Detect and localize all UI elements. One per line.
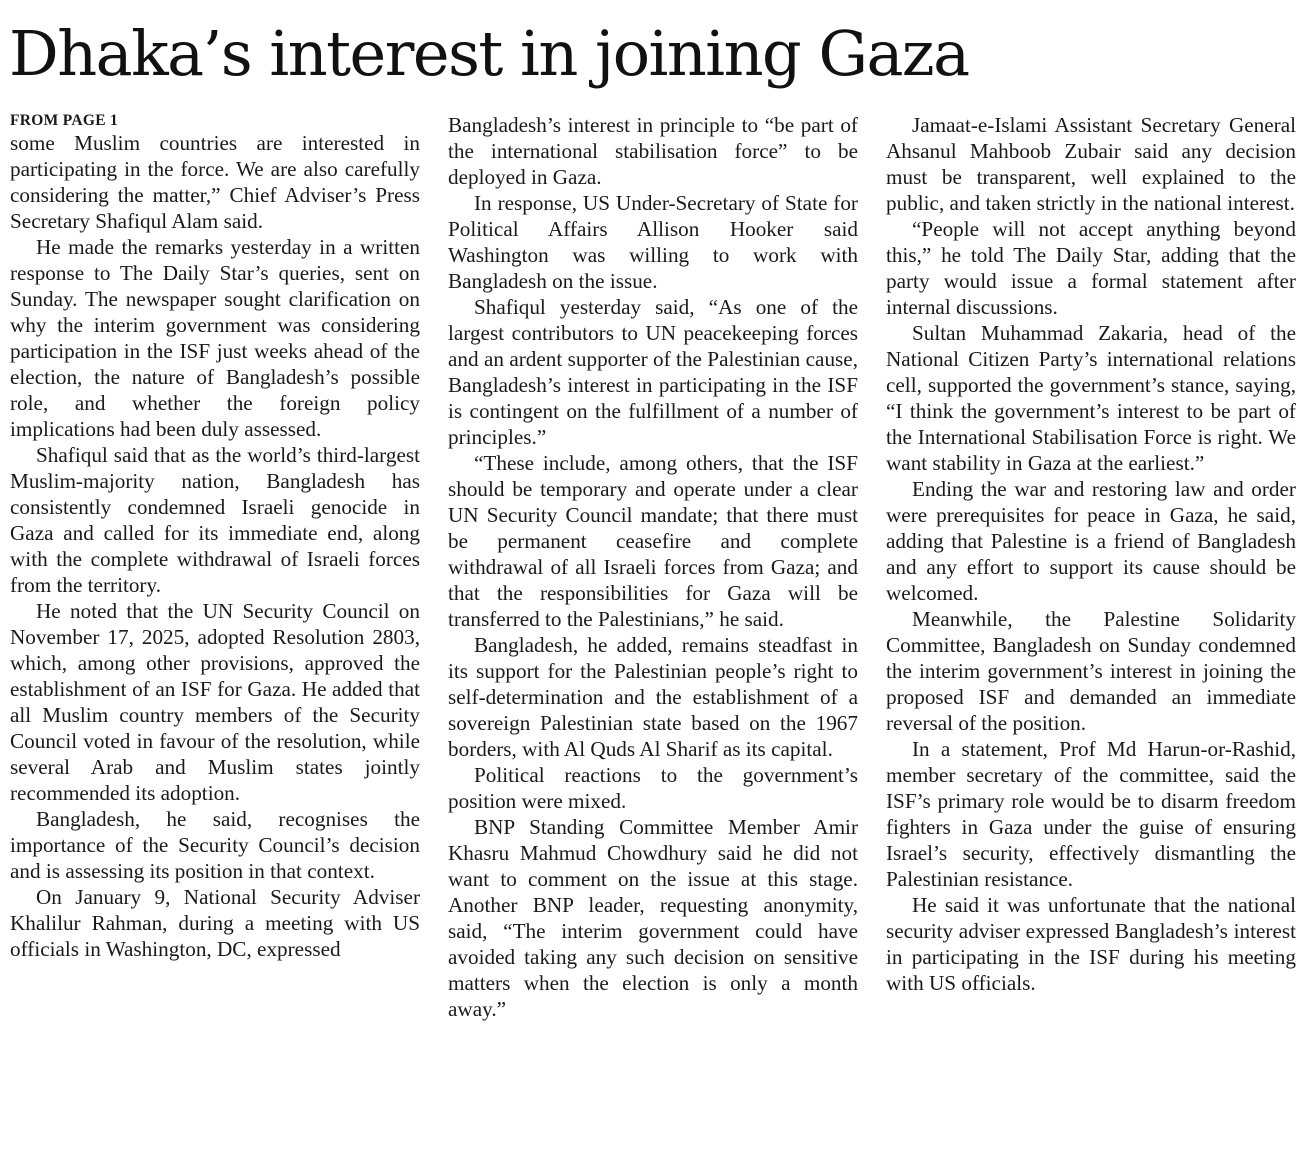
article-column-2: [448, 112, 858, 1162]
paragraph: Bangladesh’s interest in principle to “be part of the international stabilisation force” to be deployed in Gaza.: [448, 113, 858, 189]
paragraph: In a statement, Prof Md Harun-or-Rashid, member secretary of the committee, said the ISF’s primary role would be to disarm freedom fighters in Gaza under the guise of ensuring Israel’s security, effectively dismantling the Palestinian resistance.: [886, 737, 1296, 891]
paragraph: He noted that the UN Security Council on November 17, 2025, adopted Resolution 2803, which, among other provisions, approved the establishment of an ISF for Gaza. He added that all Muslim country members of the Security Council voted in favour of the resolution, while several Arab and Muslim states jointly recommended its adoption.: [10, 599, 420, 805]
article-column-1: [10, 112, 420, 1162]
paragraph: On January 9, National Security Adviser Khalilur Rahman, during a meeting with US officials in Washington, DC, expressed: [10, 885, 420, 961]
paragraph: He made the remarks yesterday in a written response to The Daily Star’s queries, sent on Sunday. The newspaper sought clarification on why the interim government was considering participation in the ISF just weeks ahead of the election, the nature of Bangladesh’s possible role, and whether the foreign policy implications had been duly assessed.: [10, 235, 420, 441]
paragraph: BNP Standing Committee Member Amir Khasru Mahmud Chowdhury said he did not want to comment on the issue at this stage. Another BNP leader, requesting anonymity, said, “The interim government could have avoided taking any such decision on sensitive matters when the election is only a month away.”: [448, 815, 858, 1021]
paragraph: Shafiqul said that as the world’s third-largest Muslim-majority nation, Bangladesh has consistently condemned Israeli genocide in Gaza and called for its immediate end, along with the complete withdrawal of Israeli forces from the territory.: [10, 443, 420, 597]
headline: Dhaka’s interest in joining Gaza: [9, 17, 969, 90]
paragraph: In response, US Under-Secretary of State for Political Affairs Allison Hooker said Washington was willing to work with Bangladesh on the issue.: [448, 191, 858, 293]
paragraph: Bangladesh, he added, remains steadfast in its support for the Palestinian people’s right to self-determination and the establishment of a sovereign Palestinian state based on the 1967 borders, with Al Quds Al Sharif as its capital.: [448, 633, 858, 761]
paragraph: “These include, among others, that the ISF should be temporary and operate under a clear UN Security Council mandate; that there must be permanent ceasefire and complete withdrawal of all Israeli forces from Gaza; and that the responsibilities for Gaza will be transferred to the Palestinians,” he said.: [448, 451, 858, 631]
paragraph: He said it was unfortunate that the national security adviser expressed Bangladesh’s interest in participating in the ISF during his meeting with US officials.: [886, 893, 1296, 995]
paragraph: Sultan Muhammad Zakaria, head of the National Citizen Party’s international relations cell, supported the government’s stance, saying, “I think the government’s interest to be part of the International Stabilisation Force is right. We want stability in Gaza at the earliest.”: [886, 321, 1296, 475]
paragraph: some Muslim countries are interested in participating in the force. We are also carefully considering the matter,” Chief Adviser’s Press Secretary Shafiqul Alam said.: [10, 131, 420, 233]
paragraph: “People will not accept anything beyond this,” he told The Daily Star, adding that the party would issue a formal statement after internal discussions.: [886, 217, 1296, 319]
paragraph: Political reactions to the government’s position were mixed.: [448, 763, 858, 813]
paragraph: Bangladesh, he said, recognises the importance of the Security Council’s decision and is assessing its position in that context.: [10, 807, 420, 883]
paragraph: Ending the war and restoring law and order were prerequisites for peace in Gaza, he said, adding that Palestine is a friend of Bangladesh and any effort to support its cause should be welcomed.: [886, 477, 1296, 605]
continuation-kicker: FROM PAGE 1: [10, 112, 119, 129]
paragraph: Meanwhile, the Palestine Solidarity Committee, Bangladesh on Sunday condemned the interim government’s interest in joining the proposed ISF and demanded an immediate reversal of the position.: [886, 607, 1296, 735]
paragraph: Jamaat-e-Islami Assistant Secretary General Ahsanul Mahboob Zubair said any decision must be transparent, well explained to the public, and taken strictly in the national interest.: [886, 113, 1296, 215]
paragraph: Shafiqul yesterday said, “As one of the largest contributors to UN peacekeeping forces and an ardent supporter of the Palestinian cause, Bangladesh’s interest in participating in the ISF is contingent on the fulfillment of a number of principles.”: [448, 295, 858, 449]
article-column-3: [886, 112, 1296, 1162]
